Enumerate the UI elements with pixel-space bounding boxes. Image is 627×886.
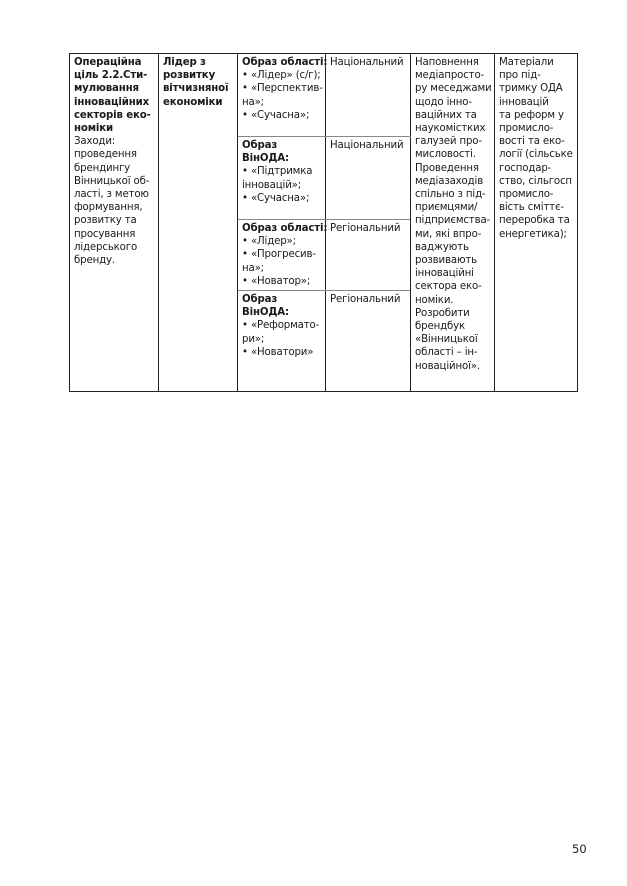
operational-goal-title: Операційна ціль 2.2.Сти- мулювання інноваційних секторів еко- номіки: [74, 57, 151, 135]
level-cell-2: Національний: [326, 137, 411, 220]
page-number: 50: [572, 842, 587, 856]
image-cell-vinoda-2: Образ ВінОДА: • «Реформато- ри»; • «Новатори»: [238, 291, 326, 392]
actions-cell: Наповнення медіапросто- ру меседжами щодо інно- ваційних та наукомістких галузей про- мисловості. Проведення медіазаходів спільно з під- приємцями/ підприємства- ми, які впро- ваджують розвивають інноваційні сектора еко- номіки. Розробити брендбук «Вінницької області – ін- новаційної».: [411, 54, 495, 392]
level-cell-4: Регіональний: [326, 291, 411, 392]
level-cell-3: Регіональний: [326, 220, 411, 291]
table-row: [70, 54, 578, 137]
image-cell-vinoda-1: Образ ВінОДА: • «Підтримка інновацій»; • «Сучасна»;: [238, 137, 326, 220]
operational-goal-cell: [70, 54, 159, 392]
leader-cell: Лідер з розвитку вітчизняної економіки: [159, 54, 238, 392]
materials-cell: Матеріали про під- тримку ОДА інновацій та реформ у промисло- вості та еко- логії (сільське господар- ство, сільгосп промисло- вість сміттє- переробка та енергетика);: [495, 54, 578, 392]
strategy-table: [69, 53, 578, 392]
image-cell-region-2: Образ області: • «Лідер»; • «Прогресив- на»; • «Новатор»;: [238, 220, 326, 291]
level-cell-1: Національний: [326, 54, 411, 137]
operational-goal-measures: Заходи: проведення брендингу Вінницької об- ласті, з метою формування, розвитку та просування лідерського бренду.: [74, 136, 150, 267]
image-cell-region-1: Образ області: • «Лідер» (с/г); • «Перспектив- на»; • «Сучасна»;: [238, 54, 326, 137]
